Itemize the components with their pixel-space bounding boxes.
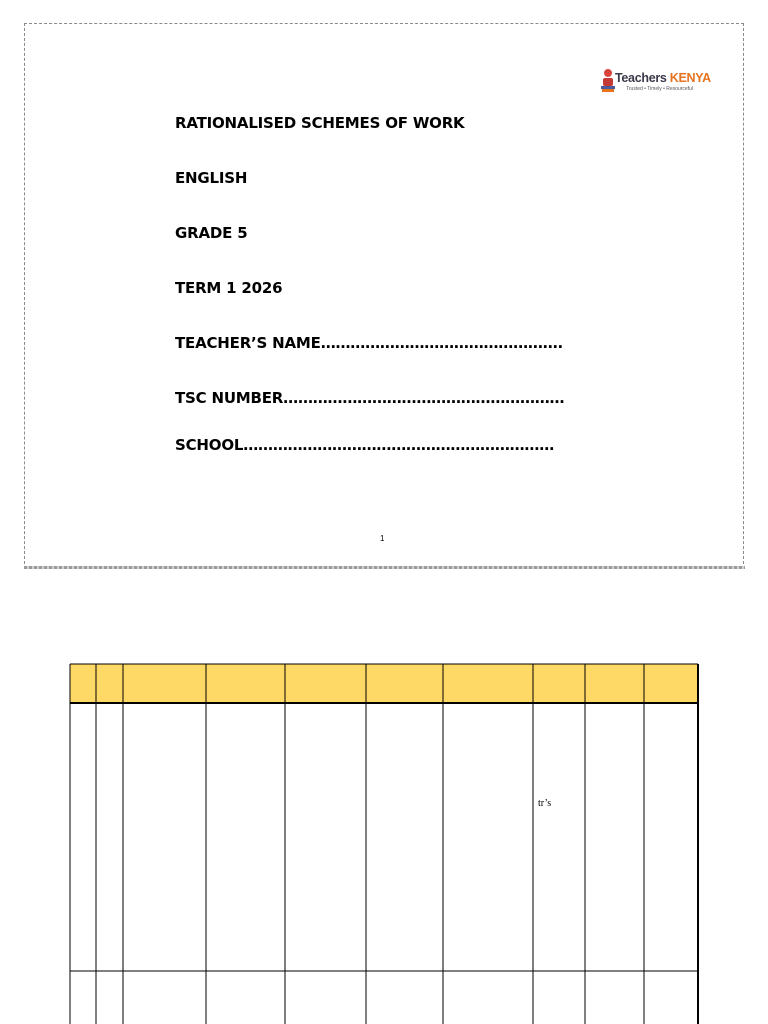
logo-name-part1: Teachers xyxy=(615,71,667,85)
page-number: 1 xyxy=(380,534,385,543)
logo-tagline: Trusted • Timely • Resourceful xyxy=(626,86,693,92)
table-cell-note: tr’s xyxy=(538,798,552,809)
teacher-name-field: TEACHER’S NAME…………………………………………. xyxy=(175,334,564,352)
tsc-number-field: TSC NUMBER………………………………………………… xyxy=(175,389,565,407)
school-field: SCHOOL……………………………………………………… xyxy=(175,436,555,454)
subject-line: ENGLISH xyxy=(175,169,248,187)
logo-name-part2: KENYA xyxy=(669,71,711,85)
document-title: RATIONALISED SCHEMES OF WORK xyxy=(175,114,465,132)
term-line: TERM 1 2026 xyxy=(175,279,283,297)
grade-line: GRADE 5 xyxy=(175,224,248,242)
table-header-row xyxy=(70,664,698,703)
